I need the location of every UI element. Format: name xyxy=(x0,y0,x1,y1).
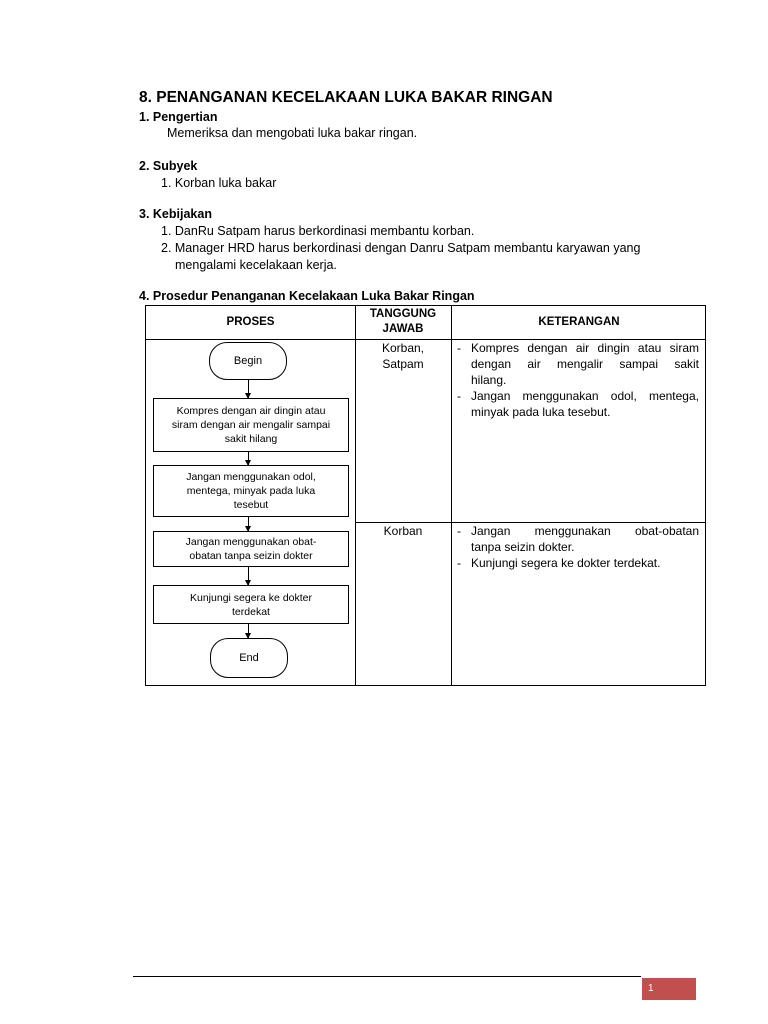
row1-notes xyxy=(457,340,699,420)
row1-responsible xyxy=(355,340,451,372)
section-prosedur-heading: 4. Prosedur Penanganan Kecelakaan Luka Bakar Ringan xyxy=(139,289,475,303)
flowchart-begin: Begin xyxy=(209,342,287,380)
flowchart-end: End xyxy=(210,638,288,678)
list-item: - Jangan menggunakan obat-obatan tanpa seizin dokter. xyxy=(457,524,699,554)
document-title: 8. PENANGANAN KECELAKAAN LUKA BAKAR RINGAN xyxy=(139,89,553,106)
header-tanggung-line2: JAWAB xyxy=(382,323,424,335)
column-divider xyxy=(451,306,452,685)
list-item: - Jangan menggunakan odol, mentega, minyak pada luka tesebut. xyxy=(457,389,699,419)
section-kebijakan-item-1: 1. DanRu Satpam harus berkordinasi membantu korban. xyxy=(161,224,475,238)
header-keterangan: KETERANGAN xyxy=(538,316,620,328)
list-item: - Kunjungi segera ke dokter terdekat. xyxy=(457,556,661,570)
header-tanggung-line1: TANGGUNG xyxy=(369,308,437,320)
page-number: 1 xyxy=(648,983,654,994)
procedure-table xyxy=(145,305,706,686)
list-item: - Kompres dengan air dingin atau siram dengan air mengalir sampai sakit hilang. xyxy=(457,341,699,387)
flowchart-step-3: Jangan menggunakan obat- obatan tanpa seizin dokter xyxy=(153,531,349,567)
row1-responsible-line1: Korban, xyxy=(381,341,425,355)
flowchart-arrow xyxy=(248,624,249,638)
row1-responsible-line2: Satpam xyxy=(382,357,424,371)
section-subyek-heading: 2. Subyek xyxy=(139,159,198,173)
section-kebijakan-item-2-cont: mengalami kecelakaan kerja. xyxy=(175,258,337,272)
section-pengertian-text: Memeriksa dan mengobati luka bakar ringan. xyxy=(167,126,418,140)
flowchart-arrow xyxy=(248,517,249,531)
row2-notes xyxy=(457,523,699,571)
footer-rule xyxy=(133,976,641,977)
section-pengertian-heading: 1. Pengertian xyxy=(139,110,218,124)
flowchart-step-4: Kunjungi segera ke dokter terdekat xyxy=(153,585,349,624)
flowchart-arrow xyxy=(248,567,249,585)
section-subyek-item: 1. Korban luka bakar xyxy=(161,176,277,190)
flowchart-arrow xyxy=(248,380,249,398)
page-number-badge xyxy=(642,978,696,1000)
section-kebijakan-item-2: 2. Manager HRD harus berkordinasi dengan Danru Satpam membantu karyawan yang xyxy=(161,241,641,255)
header-proses: PROSES xyxy=(226,316,275,328)
section-kebijakan-heading: 3. Kebijakan xyxy=(139,207,212,221)
flowchart-step-1: Kompres dengan air dingin atau siram dengan air mengalir sampai sakit hilang xyxy=(153,398,349,452)
flowchart-arrow xyxy=(248,452,249,465)
flowchart-step-2: Jangan menggunakan odol, mentega, minyak pada luka tesebut xyxy=(153,465,349,517)
row2-responsible: Korban xyxy=(383,524,423,538)
header-tanggung-jawab xyxy=(355,307,451,337)
